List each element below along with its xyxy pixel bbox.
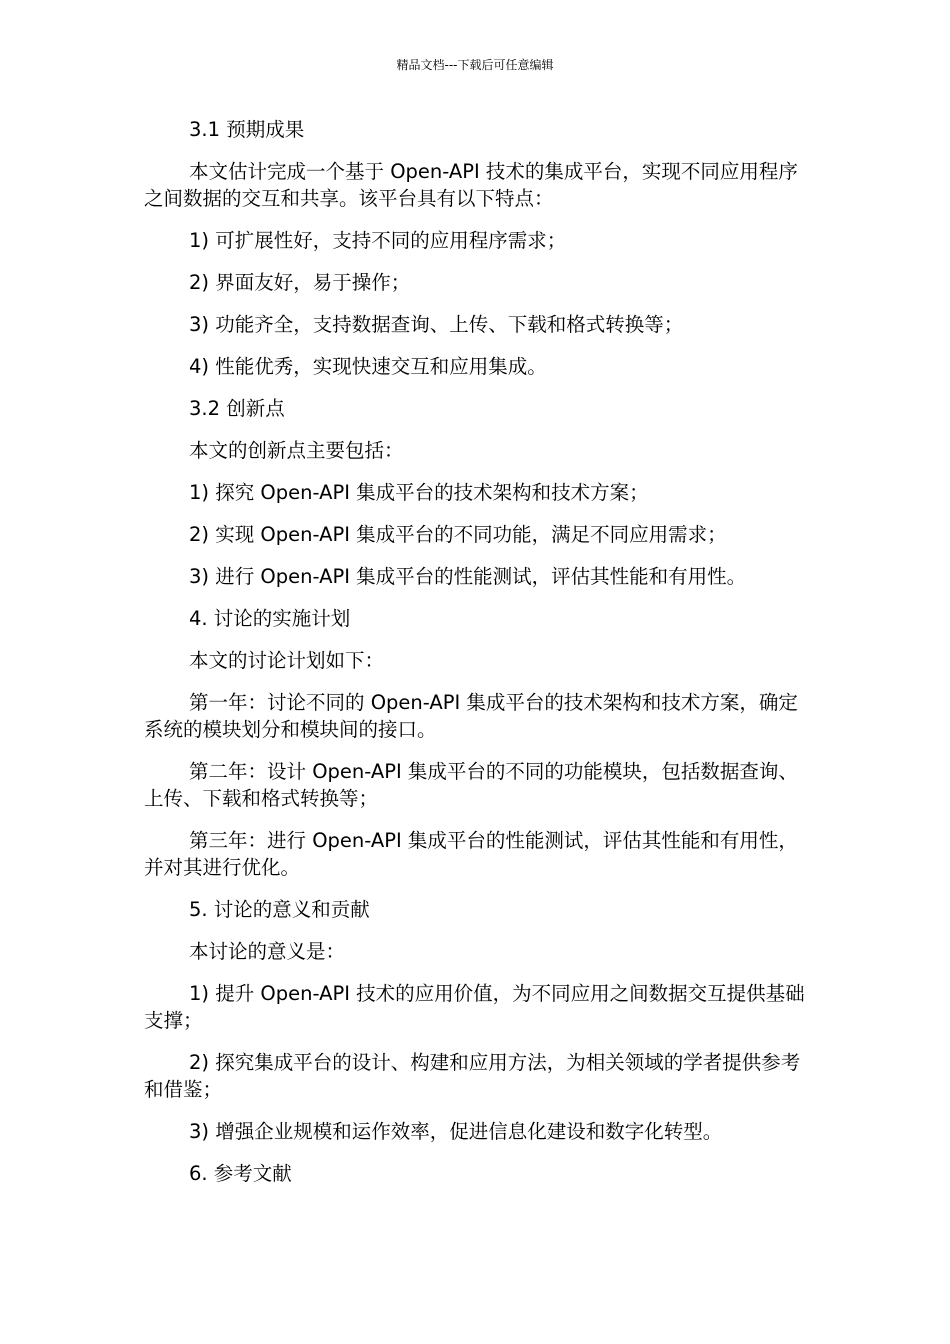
list-item: 2) 界面友好，易于操作； xyxy=(189,271,411,294)
plan-item-year-1: 第一年：讨论不同的 Open-API 集成平台的技术架构和技术方案，确定系统的模块划分和模块间的接口。 xyxy=(144,691,798,741)
plan-item-year-3: 第三年：进行 Open-API 集成平台的性能测试，评估其性能和有用性，并对其进行优化。 xyxy=(144,829,798,879)
list-item: 4) 性能优秀，实现快速交互和应用集成。 xyxy=(189,355,547,378)
section-heading-3-1: 3.1 预期成果 xyxy=(189,118,305,141)
list-item: 2) 探究集成平台的设计、构建和应用方法，为相关领域的学者提供参考和借鉴； xyxy=(144,1051,801,1101)
section-heading-6: 6. 参考文献 xyxy=(189,1162,292,1185)
list-item: 2) 实现 Open-API 集成平台的不同功能，满足不同应用需求； xyxy=(189,523,727,546)
body-paragraph: 本讨论的意义是： xyxy=(189,940,346,963)
body-paragraph: 本文的创新点主要包括： xyxy=(189,439,404,462)
list-item: 3) 功能齐全，支持数据查询、上传、下载和格式转换等； xyxy=(189,313,684,336)
section-heading-5: 5. 讨论的意义和贡献 xyxy=(189,898,370,921)
section-heading-4: 4. 讨论的实施计划 xyxy=(189,607,351,630)
list-item: 1) 提升 Open-API 技术的应用价值，为不同应用之间数据交互提供基础支撑； xyxy=(144,982,805,1032)
list-item: 1) 可扩展性好，支持不同的应用程序需求； xyxy=(189,229,567,252)
body-paragraph: 本文估计完成一个基于 Open-API 技术的集成平台，实现不同应用程序之间数据的交互和共享。该平台具有以下特点： xyxy=(144,160,798,210)
plan-item-year-2: 第二年：设计 Open-API 集成平台的不同的功能模块，包括数据查询、上传、下载和格式转换等； xyxy=(144,760,798,810)
list-item: 1) 探究 Open-API 集成平台的技术架构和技术方案； xyxy=(189,481,649,504)
body-paragraph: 本文的讨论计划如下： xyxy=(189,649,385,672)
page-header: 精品文档---下载后可任意编辑 xyxy=(396,58,554,72)
document-body xyxy=(144,116,806,1202)
list-item: 3) 增强企业规模和运作效率，促进信息化建设和数字化转型。 xyxy=(189,1120,723,1143)
list-item: 3) 进行 Open-API 集成平台的性能测试，评估其性能和有用性。 xyxy=(189,565,747,588)
section-heading-3-2: 3.2 创新点 xyxy=(189,397,285,420)
